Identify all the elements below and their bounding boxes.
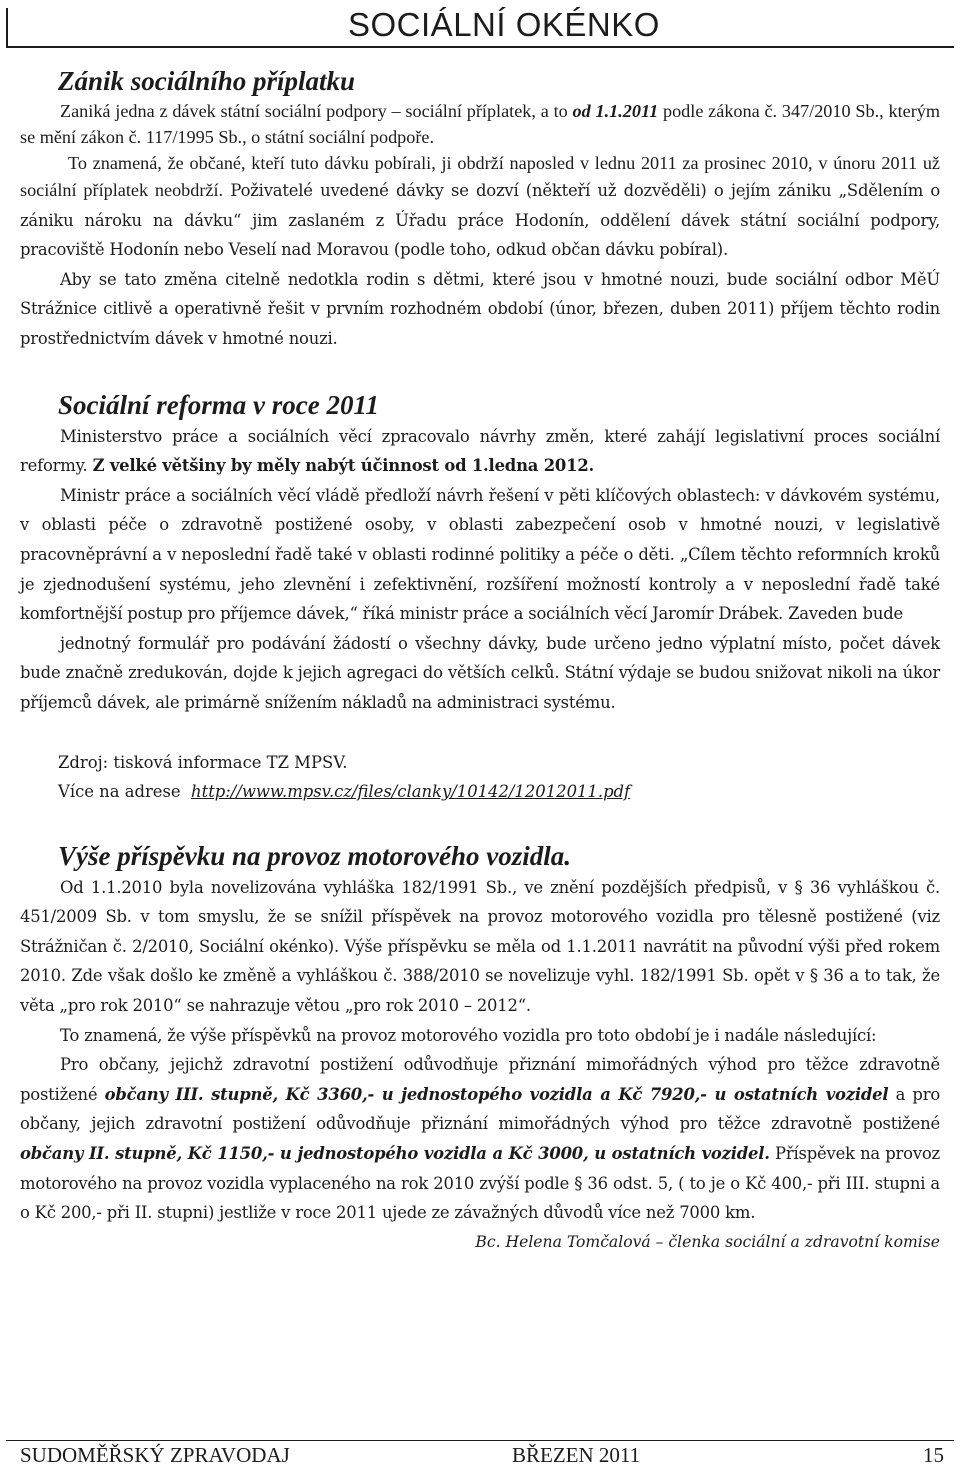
author-signature: Bc. Helena Tomčalová – členka sociální a zdravotní komise [475,1232,940,1251]
section1-title: Zánik sociálního příplatku [58,66,356,96]
footer-rule [6,1440,954,1441]
section2-paragraph-3: jednotný formulář pro podávání žádostí o všechny dávky, bude určeno jedno výplatní místo, počet dávek bude značně zredukován, dojde k jejich agregaci do větších celků. Státní výdaje se budou snižovat nikoli na úkor příjemců dávek, ale primárně snížením nákladů na administraci systému. [20,633,940,712]
section1-paragraph-1: Zaniká jedna z dávek státní sociální podpory – sociální příplatek, a to od 1.1.2011 podle zákona č. 347/2010 Sb., kterým se mění zákon č. 117/1995 Sb., o státní sociální podpoře. [20,101,940,147]
section3-paragraph-3: Pro občany, jejichž zdravotní postižení odůvodňuje přiznání mimořádných výhod pro těžce zdravotně postižené občany III. stupně, Kč 3360,- u jednostopého vozidla a Kč 7920,- u ostatních vozidel a pro občany, jejich zdravotní postižení odůvodňuje přiznání mimořádných výhod pro těžce zdravotně postižené občany II. stupně, Kč 1150,- u jednostopého vozidla a Kč 3000, u ostatních vozidel. Příspěvek na provoz motorového na provoz vozidla vyplaceného na rok 2010 zvýší podle § 36 odst. 5, ( to je o Kč 400,- při III. stupni a o Kč 200,- při II. stupni) jestliže v roce 2011 ujede ze závažných důvodů více než 7000 km. [20,1055,940,1223]
source-line: Zdroj: tisková informace TZ MPSV. [58,752,348,772]
mpsv-link[interactable]: http://www.mpsv.cz/files/clanky/10142/12012011.pdf [191,782,631,802]
section2-title: Sociální reforma v roce 2011 [58,389,379,420]
section1-paragraph-2: To znamená, že občané, kteří tuto dávku pobírali, ji obdrží naposled v lednu 2011 za prosinec 2010, v únoru 2011 už sociální příplatek neobdrží. Poživatelé uvedené dávky se dozví (někteří už dozvěděli) o jejím zániku „Sdělením o zániku nároku na dávku“ jim zaslaném z Úřadu práce Hodonín, oddělení dávek státní sociální podpory, pracoviště Hodonín nebo Veselí nad Moravou (podle toho, odkud občan dávku pobíral). [20,153,941,260]
section2-paragraph-2: Ministr práce a sociálních věcí vládě předloží návrh řešení v pěti klíčových oblastech: v dávkovém systému, v oblasti péče o zdravotně postižené osoby, v oblasti zabezpečení osob v hmotné nouzi, v legislativě pracovněprávní a v neposlední řadě také v oblasti rodinné politiky a péče o děti. „Cílem těchto reformních kroků je zjednodušení systému, jeho zlevnění i zefektivnění, rozšíření možností kontroly a v neposlední řadě také komfortnější postup pro příjemce dávek,“ říká ministr práce a sociálních věcí Jaromír Drábek. Zaveden bude [20,485,940,624]
header-rule [6,46,954,48]
more-info-line: Více na adrese http://www.mpsv.cz/files/clanky/10142/12012011.pdf [58,782,631,802]
section3-title: Výše příspěvku na provoz motorového vozidla. [58,840,571,871]
article-body [20,64,940,1256]
footer-page-number: 15 [923,1443,944,1467]
footer-publication: SUDOMĚŘSKÝ ZPRAVODAJ [20,1443,290,1467]
section2-paragraph-1: Ministerstvo práce a sociálních věcí zpracovalo návrhy změn, které zahájí legislativní proces sociální reformy. Z velké většiny by měly nabýt účinnost od 1.ledna 2012. [20,426,940,476]
section-header: SOCIÁLNÍ OKÉNKO [348,6,660,43]
section3-paragraph-2: To znamená, že výše příspěvků na provoz motorového vozidla pro toto období je i nadále následující: [60,1025,877,1045]
section3-paragraph-1: Od 1.1.2010 byla novelizována vyhláška 182/1991 Sb., ve znění pozdějších předpisů, v § 36 vyhláškou č. 451/2009 Sb. v tom smyslu, že se snížil příspěvek na provoz motorového vozidla pro tělesně postižené (viz Strážničan č. 2/2010, Sociální okénko). Výše příspěvku se měla od 1.1.2011 navrátit na původní výši před rokem 2010. Zde však došlo ke změně a vyhláškou č. 388/2010 se novelizuje vyhl. 182/1991 Sb. opět v § 36 a to tak, že věta „pro rok 2010“ se nahrazuje větou „pro rok 2010 – 2012“. [20,877,940,1016]
footer-issue: BŘEZEN 2011 [512,1443,641,1467]
section1-paragraph-3: Aby se tato změna citelně nedotkla rodin s dětmi, které jsou v hmotné nouzi, bude sociální odbor MěÚ Strážnice citlivě a operativně řešit v prvním rozhodném období (únor, březen, duben 2011) příjem těchto rodin prostřednictvím dávek v hmotné nouzi. [20,269,940,348]
header-rule-tick [6,8,8,48]
